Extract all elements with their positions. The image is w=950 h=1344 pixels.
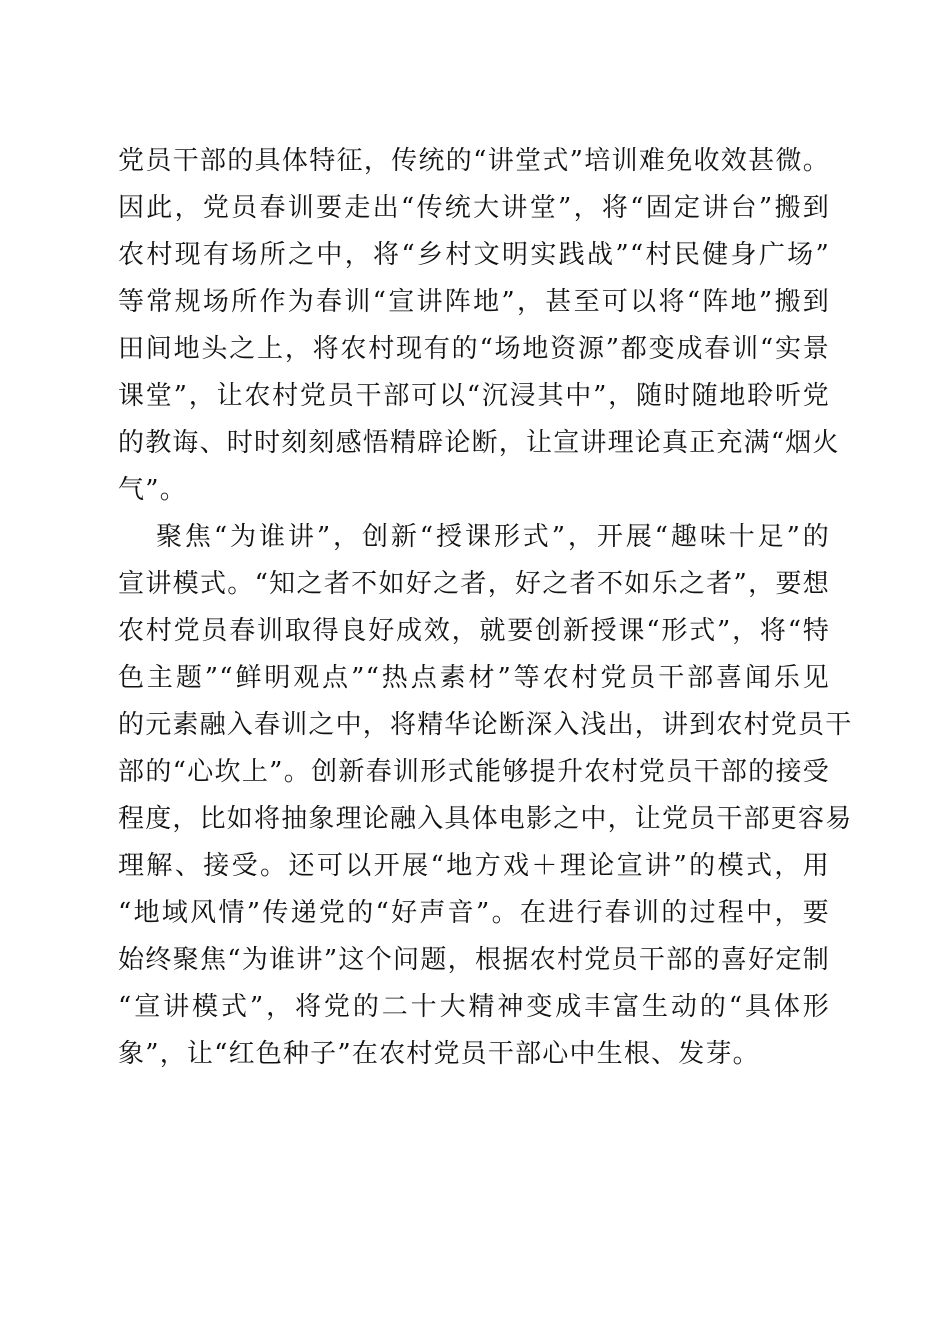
text-line: 因此，党员春训要走出“传统大讲堂”，将“固定讲台”搬到 [118, 193, 830, 223]
text-line: 宣讲模式。“知之者不如好之者，好之者不如乐之者”，要想 [118, 569, 830, 599]
text-line: 始终聚焦“为谁讲”这个问题，根据农村党员干部的喜好定制 [118, 945, 830, 975]
text-line: 象”，让“红色种子”在农村党员干部心中生根、发芽。 [118, 1039, 760, 1069]
text-line: 农村党员春训取得良好成效，就要创新授课“形式”，将“特 [118, 616, 830, 646]
text-line: 党员干部的具体特征，传统的“讲堂式”培训难免收效甚微。 [118, 146, 830, 176]
text-line: “地域风情”传递党的“好声音”。在进行春训的过程中，要 [118, 898, 830, 928]
text-line: 色主题”“鲜明观点”“热点素材”等农村党员干部喜闻乐见 [118, 663, 830, 693]
text-line: 气”。 [118, 475, 187, 505]
text-line: 的元素融入春训之中，将精华论断深入浅出，讲到农村党员干 [118, 710, 853, 740]
text-line: 部的“心坎上”。创新春训形式能够提升农村党员干部的接受 [118, 757, 830, 787]
text-line: 程度，比如将抽象理论融入具体电影之中，让党员干部更容易 [118, 804, 853, 834]
text-line: 的教诲、时时刻刻感悟精辟论断，让宣讲理论真正充满“烟火 [118, 428, 840, 458]
text-line: 田间地头之上，将农村现有的“场地资源”都变成春训“实景 [118, 334, 830, 364]
text-line: 等常规场所作为春训“宣讲阵地”，甚至可以将“阵地”搬到 [118, 287, 830, 317]
paragraph-2 [118, 514, 853, 1078]
text-line: 农村现有场所之中，将“乡村文明实践战”“村民健身广场” [118, 240, 830, 270]
paragraph-1 [118, 138, 840, 514]
text-line: 课堂”，让农村党员干部可以“沉浸其中”，随时随地聆听党 [118, 381, 830, 411]
text-line: “宣讲模式”，将党的二十大精神变成丰富生动的“具体形 [118, 992, 830, 1022]
text-line: 聚焦“为谁讲”，创新“授课形式”，开展“趣味十足”的 [156, 522, 830, 552]
text-line: 理解、接受。还可以开展“地方戏＋理论宣讲”的模式，用 [118, 851, 830, 881]
document-body [118, 138, 853, 1078]
